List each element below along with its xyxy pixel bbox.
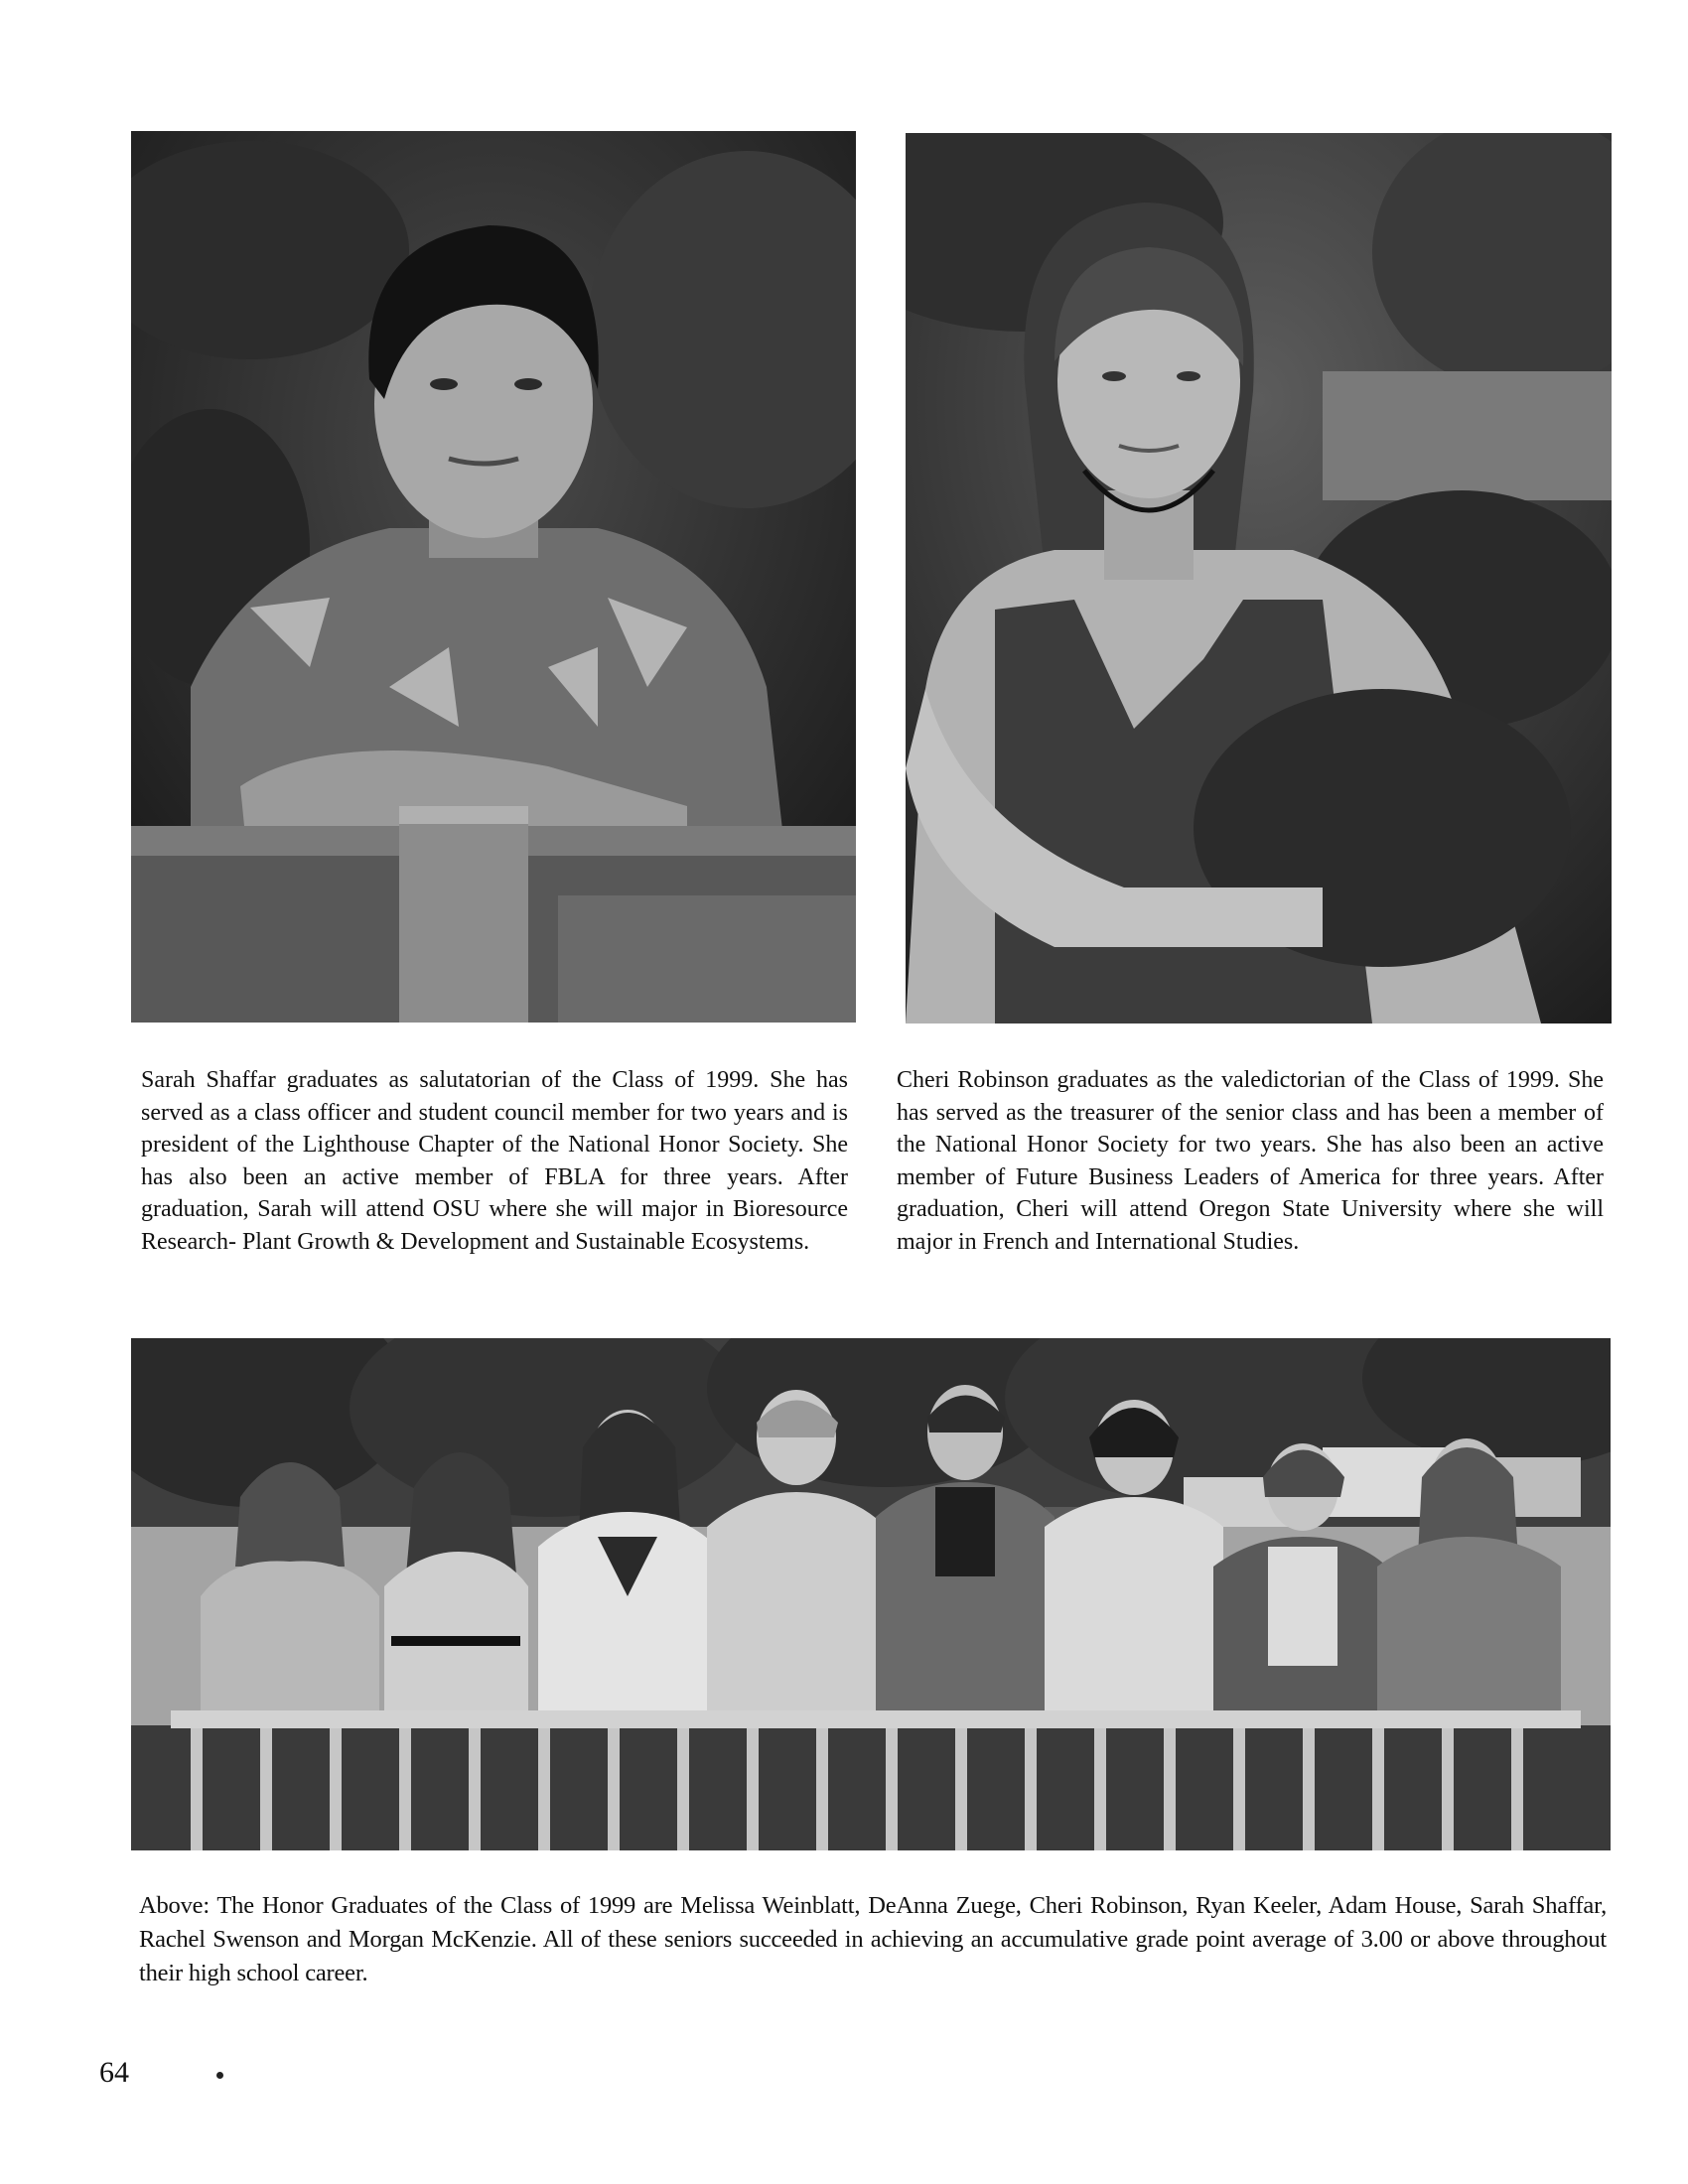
photo-sarah-shaffar bbox=[131, 131, 856, 1023]
photo-cheri-robinson-image bbox=[906, 133, 1612, 1024]
caption-sarah-shaffar: Sarah Shaffar graduates as salutatorian of the Class of 1999. She has served as a class officer and student council member for two years and is president of the Lighthouse Chapter of the National Honor Society. She has also been an active member of FBLA for three years. After graduation, Sarah will attend OSU where she will major in Bioresource Research- Plant Growth & Development and Sustainable Ecosystems. bbox=[141, 1067, 848, 1255]
photo-honor-graduates-image bbox=[131, 1338, 1611, 1850]
photo-sarah-shaffar-image bbox=[131, 131, 856, 1023]
caption-honor-graduates: Above: The Honor Graduates of the Class of 1999 are Melissa Weinblatt, DeAnna Zuege, Cheri Robinson, Ryan Keeler, Adam House, Sarah Shaffar, Rachel Swenson and Morgan McKenzie. All of these seniors succeeded in achieving an accumulative grade point average of 3.00 or above throughout their high school career. bbox=[139, 1892, 1607, 1986]
caption-cheri-robinson: Cheri Robinson graduates as the valedictorian of the Class of 1999. She has served as the treasurer of the senior class and has been a member of the National Honor Society for two years. She has also been an active member of Future Business Leaders of America for three years. After graduation, Cheri will attend Oregon State University where she will major in French and International Studies. bbox=[897, 1067, 1604, 1255]
photo-cheri-robinson bbox=[906, 133, 1612, 1024]
scan-speck bbox=[216, 2072, 223, 2079]
photo-honor-graduates bbox=[131, 1338, 1611, 1850]
page-number: 64 bbox=[99, 2056, 129, 2089]
